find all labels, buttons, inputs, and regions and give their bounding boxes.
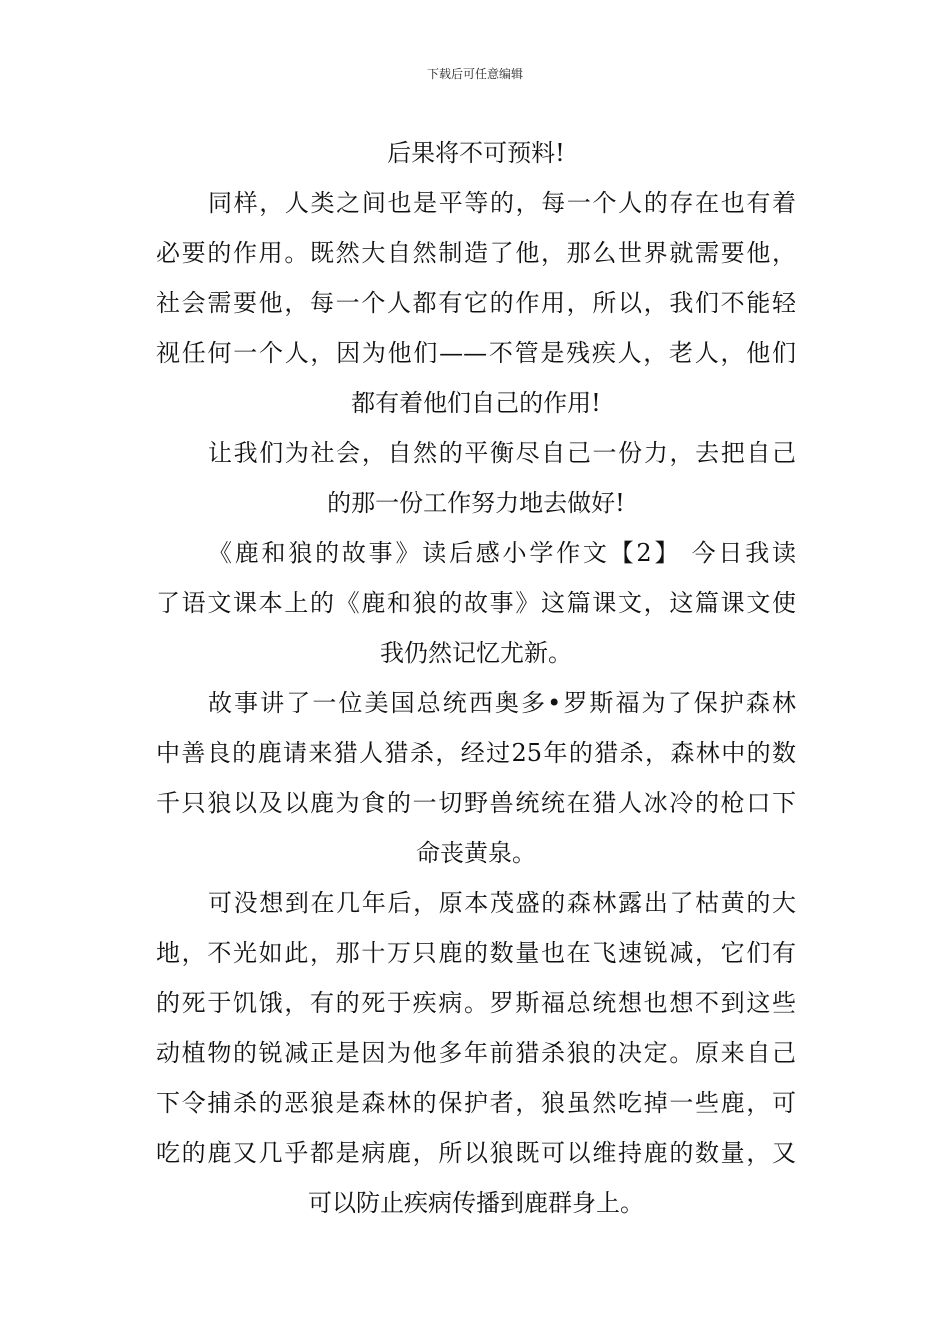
text-line: 社会需要他，每一个人都有它的作用，所以，我们不能轻 — [156, 289, 796, 317]
text-line: 了语文课本上的《鹿和狼的故事》这篇课文，这篇课文使 — [156, 589, 796, 617]
text-line: 动植物的锐减正是因为他多年前猎杀狼的决定。原来自己 — [156, 1039, 796, 1067]
text-line: 下令捕杀的恶狼是森林的保护者，狼虽然吃掉一些鹿，可 — [156, 1089, 796, 1117]
text-line: 的死于饥饿，有的死于疾病。罗斯福总统想也想不到这些 — [156, 989, 796, 1017]
document-body — [156, 128, 796, 1228]
page-header: 下载后可任意编辑 — [426, 67, 523, 81]
text-line: 都有着他们自己的作用! — [351, 389, 601, 417]
text-line: 后果将不可预料! — [387, 139, 565, 167]
text-line: 必要的作用。既然大自然制造了他，那么世界就需要他， — [156, 239, 796, 267]
text-line: 视任何一个人，因为他们——不管是残疾人，老人，他们 — [156, 339, 796, 367]
text-line: 的那一份工作努力地去做好! — [327, 489, 625, 517]
text-line: 故事讲了一位美国总统西奥多•罗斯福为了保护森林 — [208, 689, 796, 717]
text-line: 我仍然记忆尤新。 — [380, 639, 572, 667]
text-line: 中善良的鹿请来猎人猎杀，经过25年的猎杀，森林中的数 — [156, 739, 796, 767]
text-line: 可以防止疾病传播到鹿群身上。 — [308, 1189, 644, 1217]
text-line: 让我们为社会，自然的平衡尽自己一份力，去把自己 — [208, 439, 796, 467]
text-line: 地，不光如此，那十万只鹿的数量也在飞速锐减，它们有 — [156, 939, 796, 967]
text-line: 《鹿和狼的故事》读后感小学作文【2】 今日我读 — [208, 539, 796, 567]
text-line: 千只狼以及以鹿为食的一切野兽统统在猎人冰冷的枪口下 — [156, 789, 796, 817]
text-line: 同样，人类之间也是平等的，每一个人的存在也有着 — [208, 189, 796, 217]
text-line: 可没想到在几年后，原本茂盛的森林露出了枯黄的大 — [208, 889, 796, 917]
text-line: 吃的鹿又几乎都是病鹿，所以狼既可以维持鹿的数量，又 — [156, 1139, 796, 1167]
text-line: 命丧黄泉。 — [416, 839, 536, 867]
